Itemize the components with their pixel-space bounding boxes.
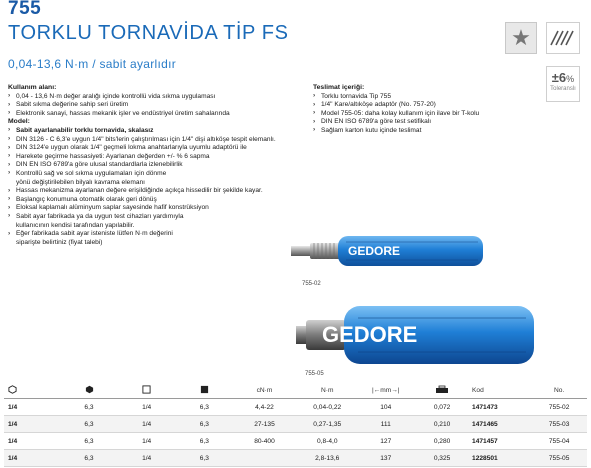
list-item: › Sağlam karton kutu içinde teslimat: [313, 127, 513, 136]
list-item: › Sabit ayar fabrikada ya da uygun test cihazları yardımıyla kullanıcının kendisi tarafından yapılabilir.: [8, 213, 201, 230]
list-item: › Kontrollü sağ ve sol sıkma uygulamaları için dönme yönü değiştirilebilen bilyalı kavrama elemanı: [8, 170, 176, 187]
list-item: › Torklu tornavida Tip 755: [313, 93, 513, 102]
model-heading: Model:: [8, 118, 30, 126]
star-icon: ★: [511, 25, 531, 50]
tolerance-badge: [546, 66, 580, 102]
list-item: › Sabit ayarlanabilir torklu tornavida, skalasız: [8, 127, 298, 136]
list-item: › Başlangıç konumuna otomatik olarak geri dönüş: [8, 196, 298, 205]
col-header-no: No.: [531, 383, 587, 399]
list-item: › DIN 3124'e uygun olarak 1/4" geçmeli lokma anahtarlarıyla uyumlu adaptörü ile: [8, 144, 298, 153]
square-drive-icon: [117, 383, 177, 399]
col-header-kod: Kod: [470, 383, 531, 399]
tool-label-large: 755-05: [305, 371, 324, 377]
hex-socket-icon: [4, 383, 61, 399]
star-badge: [505, 22, 537, 54]
col-header-length: |←mm→|: [357, 383, 414, 399]
usage-heading: Kullanım alanı:: [8, 84, 57, 91]
tolerance-value: ±6: [551, 70, 567, 85]
list-item: › Sabit sıkma değerine sahip seri üretim: [8, 101, 298, 110]
delivery-list: [313, 93, 513, 136]
delivery-description: [313, 84, 513, 136]
tool-label-small: 755-02: [302, 281, 321, 287]
weight-icon: [414, 383, 470, 399]
list-item: › 1/4" Kare/altıköşe adaptör (No. 757-20): [313, 101, 513, 110]
list-item: › Model 755-05: daha kolay kullanım için ilave bir T-kolu: [313, 110, 513, 119]
table-row: 1/4 6,3 1/4 6,3 4,4-22 0,04-0,22 104 0,072 1471473 755-02: [4, 399, 587, 416]
table-row: 1/4 6,3 1/4 6,3 80-400 0,8-4,0 127 0,280 1471457 755-04: [4, 433, 587, 450]
list-item: › Eğer fabrikada sabit ayar isteniste lütfen N·m değerini siparişte belirtiniz (fiyat talebi): [8, 230, 181, 247]
spec-table: [4, 383, 587, 467]
model-list: [8, 127, 298, 247]
brand-logo-large: GEDORE: [322, 322, 418, 347]
delivery-heading: Teslimat içeriği:: [313, 84, 365, 91]
table-row: 1/4 6,3 1/4 6,3 27-135 0,27-1,35 111 0,210 1471465 755-03: [4, 416, 587, 433]
left-description: [8, 84, 298, 247]
table-header-row: [4, 383, 587, 399]
hatch-badge: [546, 22, 580, 54]
list-item: › Harekete geçirme hassasiyeti: Ayarlanan değerden +/- % 6 sapma: [8, 153, 298, 162]
product-title: TORKLU TORNAVİDA TİP FS: [8, 22, 289, 44]
list-item: › 0,04 - 13,6 N·m değer aralığı içinde kontrollü vida sıkma uygulaması: [8, 93, 298, 102]
list-item: › DIN 3126 - C 6,3'e uygun 1/4" bits'lerin çalıştırılması için 1/4" dişi altıköşe tespit elemanlı.: [8, 136, 298, 145]
table-row: 1/4 6,3 1/4 6,3 2,8-13,6 137 0,325 1228501 755-05: [4, 450, 587, 467]
col-header-cnm: cN·m: [232, 383, 297, 399]
product-subtitle: 0,04-13,6 N·m / sabit ayarlıdır: [8, 57, 177, 71]
list-item: › Elektronik sanayi, hassas mekanik işler ve endüstriyel üretim sahalarında: [8, 110, 298, 119]
usage-list: [8, 93, 298, 119]
square-drive-filled-icon: [177, 383, 232, 399]
tolerance-label: Toleranslı: [550, 86, 576, 92]
torque-screwdriver-large-image: [288, 300, 538, 372]
list-item: › Eloksal kaplamalı alüminyum saplar sayesinde hafif konstrüksiyon: [8, 204, 298, 213]
hatch-pattern-icon: [550, 30, 576, 46]
hex-bit-icon: [61, 383, 116, 399]
list-item: › DIN EN ISO 6789'a göre test setifikalı: [313, 118, 513, 127]
list-item: › Hassas mekanizma ayarlanan değere erişildiğinde açıkça hissedilir bir şekilde kayar.: [8, 187, 298, 196]
col-header-nm: N·m: [297, 383, 357, 399]
product-code: 755: [8, 0, 42, 19]
tolerance-unit: %: [566, 74, 575, 84]
list-item: › DIN EN ISO 6789'a göre ulusal standardlarla izlenebilirlik: [8, 161, 298, 170]
brand-logo-small: GEDORE: [348, 244, 401, 258]
torque-screwdriver-small-image: [288, 228, 488, 278]
